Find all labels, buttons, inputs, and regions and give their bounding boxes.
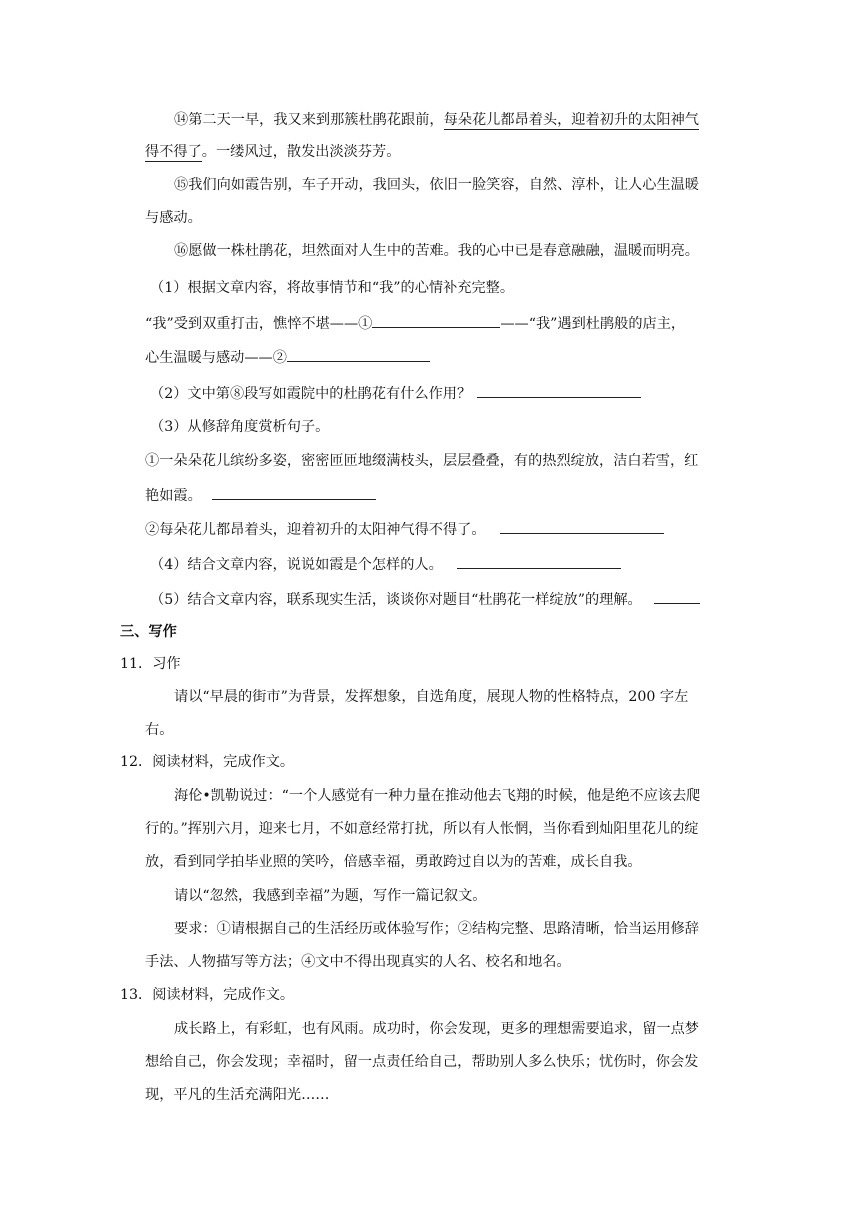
question-1-part-b: ——“我”遇到杜鹃般的店主， bbox=[500, 316, 686, 332]
question-4 bbox=[150, 554, 621, 575]
question-1-line-1 bbox=[145, 313, 685, 334]
item-13-line-2: 想给自己，你会发现；幸福时，留一点责任给自己，帮助别人多么快乐；忧伤时，你会发 bbox=[145, 1054, 699, 1070]
item-12-requirements-line-1: 要求：①请根据自己的生活经历或体验写作；②结构完整、思路清晰，恰当运用修辞 bbox=[174, 921, 699, 937]
question-3-sentence-1-end: 艳如霞。 bbox=[145, 488, 202, 504]
item-13-line-3: 现，平凡的生活充满阳光…… bbox=[145, 1087, 330, 1103]
item-12-paragraph-1-line-2: 行的。”挥别六月，迎来七月，不如意经常打扰，所以有人怅惘，当你看到灿阳里花儿的绽 bbox=[145, 821, 699, 837]
paragraph-14-prefix: ⑭第二天一早，我又来到那簇杜鹃花跟前， bbox=[174, 112, 444, 128]
question-1-part-a: “我”受到双重打击，憔悴不堪——① bbox=[145, 316, 373, 332]
question-3-sentence-1-line-2 bbox=[145, 485, 376, 506]
question-3-sentence-1-line-1: ①一朵朵花儿缤纷多姿，密密匝匝地缀满枝头，层层叠叠，有的热烈绽放，洁白若雪，红 bbox=[145, 453, 699, 469]
paragraph-14-line-2 bbox=[145, 142, 400, 162]
item-11-line-1: 请以“早晨的街市”为背景，发挥想象，自选角度，展现人物的性格特点，200 字左 bbox=[174, 689, 689, 705]
answer-blank-q2[interactable] bbox=[477, 383, 641, 398]
paragraph-14-underlined-part-1: 每朵花儿都昂着头，迎着初升的太阳神气 bbox=[443, 112, 699, 128]
question-5 bbox=[150, 589, 700, 610]
item-13-title: 13．阅读材料，完成作文。 bbox=[120, 987, 295, 1003]
answer-blank-q3-1[interactable] bbox=[212, 485, 376, 500]
question-2 bbox=[150, 383, 641, 404]
paragraph-14-line-1 bbox=[174, 110, 699, 130]
item-11-title: 11．习作 bbox=[120, 656, 181, 672]
paragraph-16: ⑯愿做一株杜鹃花，坦然面对人生中的苦难。我的心中已是春意融融，温暖而明亮。 bbox=[174, 243, 699, 259]
answer-blank-2[interactable] bbox=[287, 347, 430, 362]
question-2-text: （2）文中第⑧段写如霞院中的杜鹃花有什么作用？ bbox=[150, 386, 472, 402]
question-3-sentence-2 bbox=[145, 519, 664, 540]
question-1-part-c: 心生温暖与感动——② bbox=[145, 350, 287, 366]
item-12-paragraph-1-line-3: 放，看到同学拍毕业照的笑吟，倍感幸福，勇敢跨过自以为的苦难，成长自我。 bbox=[145, 854, 642, 870]
section-3-heading: 三、写作 bbox=[120, 624, 177, 640]
item-12-paragraph-2: 请以“忽然，我感到幸福”为题，写作一篇记叙文。 bbox=[174, 888, 487, 904]
item-11-line-2: 右。 bbox=[145, 722, 174, 738]
question-5-text: （5）结合文章内容，联系现实生活，谈谈你对题目“杜鹃花一样绽放”的理解。 bbox=[150, 592, 642, 608]
item-12-requirements-line-2: 手法、人物描写等方法；④文中不得出现真实的人名、校名和地名。 bbox=[145, 954, 571, 970]
paragraph-15-line-2: 与感动。 bbox=[145, 210, 202, 226]
paragraph-15-line-1: ⑮我们向如霞告别，车子开动，我回头，依旧一脸笑容，自然、淳朴，让人心生温暖 bbox=[174, 177, 699, 193]
question-1-prompt: （1）根据文章内容，将故事情节和“我”的心情补充完整。 bbox=[150, 280, 515, 296]
question-3-prompt: （3）从修辞角度赏析句子。 bbox=[150, 419, 330, 435]
answer-blank-1[interactable] bbox=[372, 313, 500, 328]
answer-blank-q3-2[interactable] bbox=[500, 519, 664, 534]
paragraph-14-suffix: 。一缕风过，散发出淡淡芬芳。 bbox=[201, 144, 401, 160]
answer-blank-q4[interactable] bbox=[457, 554, 621, 569]
answer-blank-q5[interactable] bbox=[654, 589, 700, 604]
question-3-sentence-2-text: ②每朵花儿都昂着头，迎着初升的太阳神气得不得了。 bbox=[145, 522, 486, 538]
question-4-text: （4）结合文章内容，说说如霞是个怎样的人。 bbox=[150, 557, 443, 573]
item-12-paragraph-1-line-1: 海伦•凯勒说过：“一个人感觉有一种力量在推动他去飞翔的时候，他是绝不应该去爬 bbox=[174, 788, 701, 804]
item-12-title: 12．阅读材料，完成作文。 bbox=[120, 754, 295, 770]
item-13-line-1: 成长路上，有彩虹，也有风雨。成功时，你会发现，更多的理想需要追求，留一点梦 bbox=[174, 1021, 699, 1037]
question-1-line-2 bbox=[145, 347, 430, 368]
paragraph-14-underlined-part-2: 得不得了 bbox=[145, 144, 202, 160]
